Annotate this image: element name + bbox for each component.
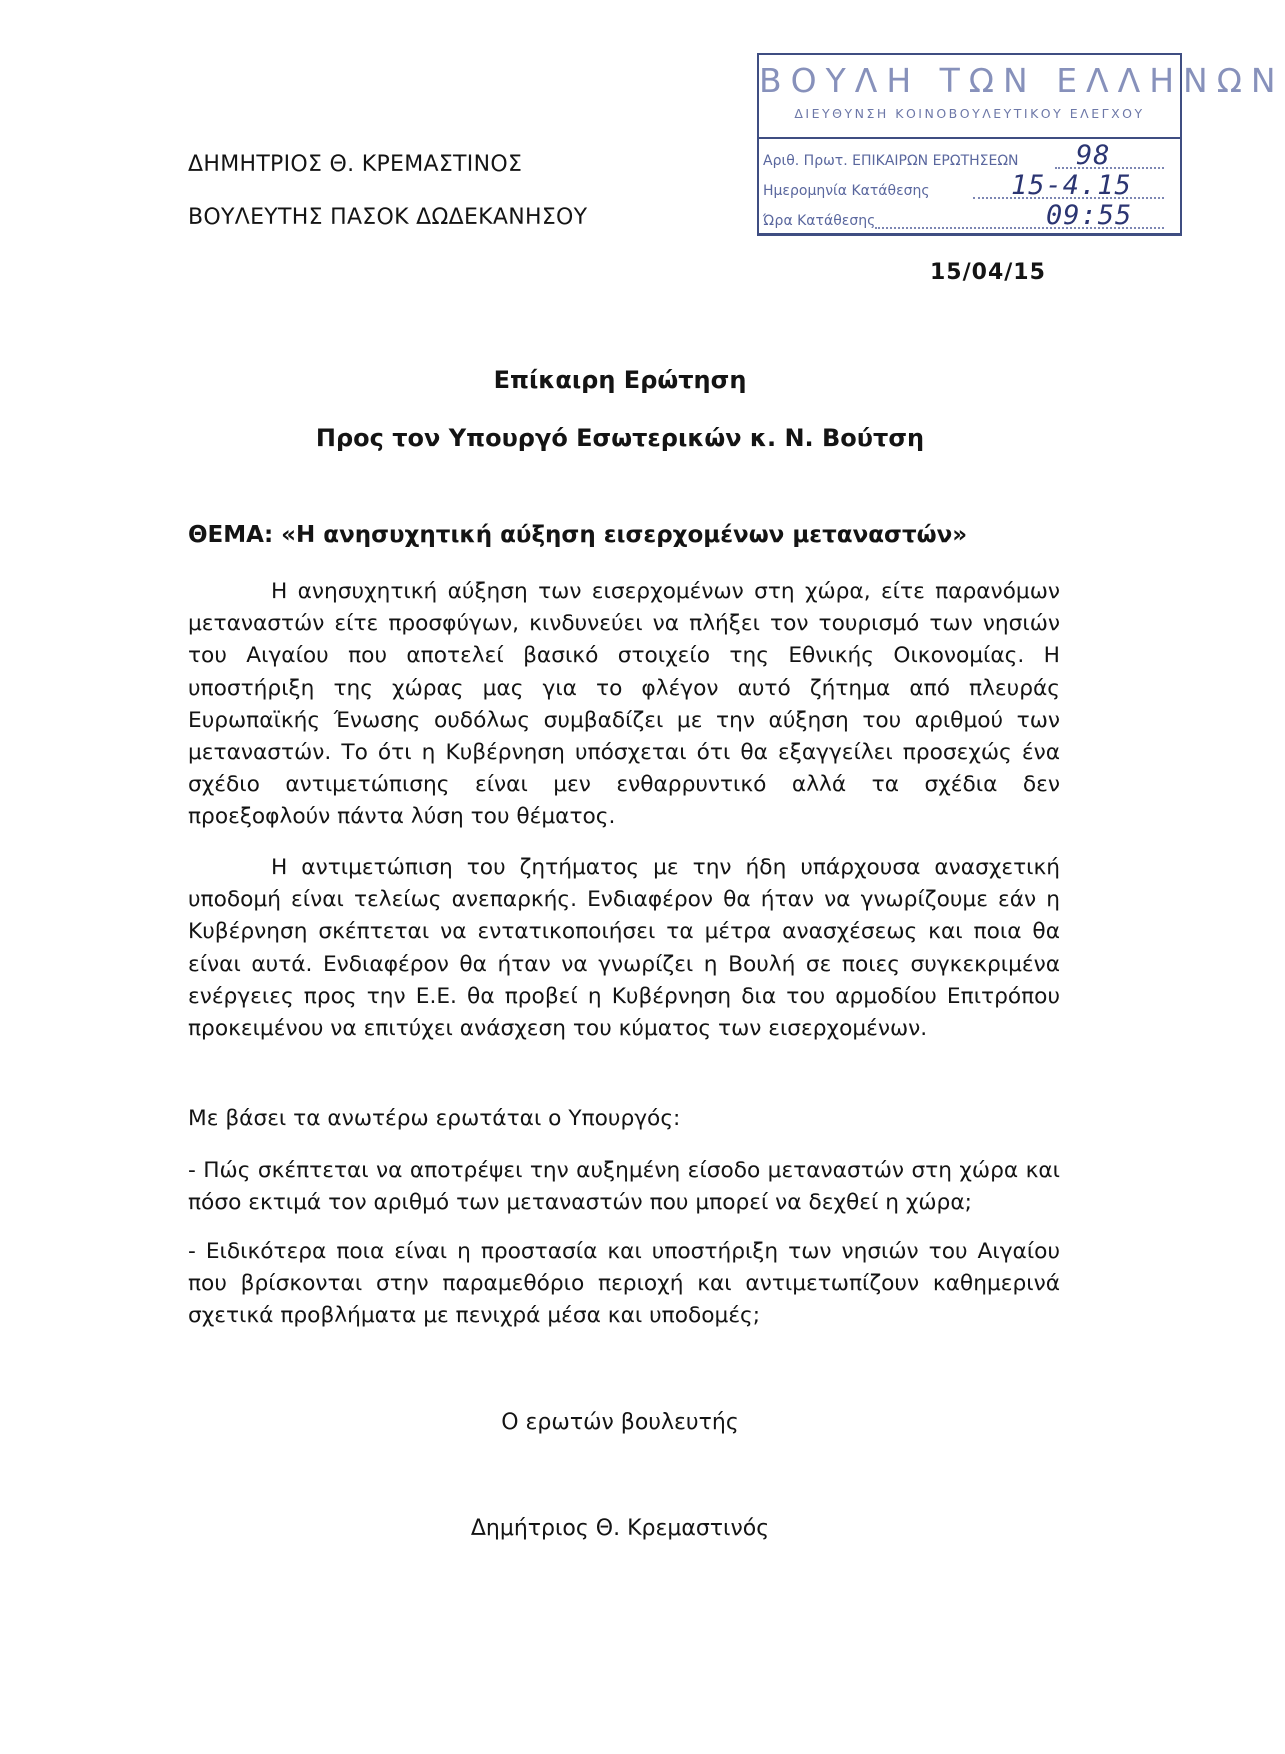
stamp-value-date: 15-4.15: [1011, 170, 1132, 201]
sender-role: ΒΟΥΛΕΥΤΗΣ ΠΑΣΟΚ ΔΩΔΕΚΑΝΗΣΟΥ: [188, 205, 588, 230]
body-paragraph-1: Η ανησυχητική αύξηση των εισερχομένων στη χώρα, είτε παρανόμων μεταναστών είτε προσφύγων, κινδυνεύει να πλήξει τον τουρισμό των νησιών του Αιγαίου που αποτελεί βασικό στοιχείο της Εθνικής Οικονομίας. Η υποστήριξη της χώρας μας για το φλέγον αυτό ζήτημα από πλευράς Ευρωπαϊκής Ένωσης ουδόλως συμβαδίζει με την αύξηση του αριθμού των μεταναστών. Το ότι η Κυβέρνηση υπόσχεται ότι θα εξαγγείλει προσεχώς ένα σχέδιο αντιμετώπισης είναι μεν ενθαρρυντικό αλλά τα σχέδια δεν προεξοφλούν πάντα λύση του θέματος.: [188, 579, 1060, 830]
body-paragraph-2: Η αντιμετώπιση του ζητήματος με την ήδη υπάρχουσα ανασχετική υποδομή είναι τελείως ανεπαρκής. Ενδιαφέρον θα ήταν να γνωρίζουμε εάν η Κυβέρνηση σκέπτεται να εντατικοποιήσει τα μέτρα ανασχέσεως και ποια θα είναι αυτά. Ενδιαφέρον θα ήταν να γνωρίζει η Βουλή σε ποιες συγκεκριμένα ενέργειες προς την Ε.Ε. θα προβεί η Κυβέρνηση δια του αρμοδίου Επιτρόπου προκειμένου να επιτύχει ανάσχεση του κύματος των εισερχομένων.: [188, 855, 1060, 1042]
stamp-divider: [759, 137, 1180, 139]
sender-name: ΔΗΜΗΤΡΙΟΣ Θ. ΚΡΕΜΑΣΤΙΝΟΣ: [188, 152, 523, 177]
stamp-row-time: [763, 200, 1174, 233]
stamp-title: ΒΟΥΛΗ ΤΩΝ ΕΛΛΗΝΩΝ: [759, 61, 1285, 100]
subject-line: ΘΕΜΑ: «Η ανησυχητική αύξηση εισερχομένων μεταναστών»: [188, 522, 968, 548]
question-intro: Με βάσει τα ανωτέρω ερωτάται ο Υπουργός:: [188, 1106, 681, 1131]
stamp-subtitle: ΔΙΕΥΘΥΝΣΗ ΚΟΙΝΟΒΟΥΛΕΥΤΙΚΟΥ ΕΛΕΓΧΟΥ: [794, 106, 1145, 121]
stamp-value-time: 09:55: [1046, 200, 1133, 231]
stamp-value-protocol: 98: [1076, 140, 1111, 171]
document-date: 15/04/15: [930, 260, 1046, 285]
parliament-stamp: [757, 53, 1285, 236]
question-item-1: - Πώς σκέπτεται να αποτρέψει την αυξημένη είσοδο μεταναστών στη χώρα και πόσο εκτιμά τον αριθμό των μεταναστών που μπορεί να δεχθεί η χώρα;: [188, 1158, 1060, 1216]
stamp-label-protocol: Αριθ. Πρωτ. ΕΠΙΚΑΙΡΩΝ ΕΡΩΤΗΣΕΩΝ: [763, 153, 1019, 169]
question-item-2: - Ειδικότερα ποια είναι η προστασία και υποστήριξη των νησιών του Αιγαίου που βρίσκονται στην παραμεθόριο περιοχή και αντιμετωπίζουν καθημερινά σχετικά προβλήματα με πενιχρά μέσα και υποδομές;: [188, 1239, 1060, 1329]
stamp-row-date: [763, 170, 1174, 203]
document-title: Επίκαιρη Ερώτηση: [493, 366, 747, 394]
stamp-row-protocol: [763, 140, 1174, 173]
stamp-label-time: Ώρα Κατάθεσης: [763, 213, 876, 229]
stamp-label-date: Ημερομηνία Κατάθεσης: [763, 183, 930, 199]
signatory-name: Δημήτριος Θ. Κρεμαστινός: [470, 1516, 770, 1541]
recipient-line: Προς τον Υπουργό Εσωτερικών κ. Ν. Βούτση: [315, 424, 925, 452]
closing-title: Ο ερωτών βουλευτής: [501, 1410, 739, 1435]
